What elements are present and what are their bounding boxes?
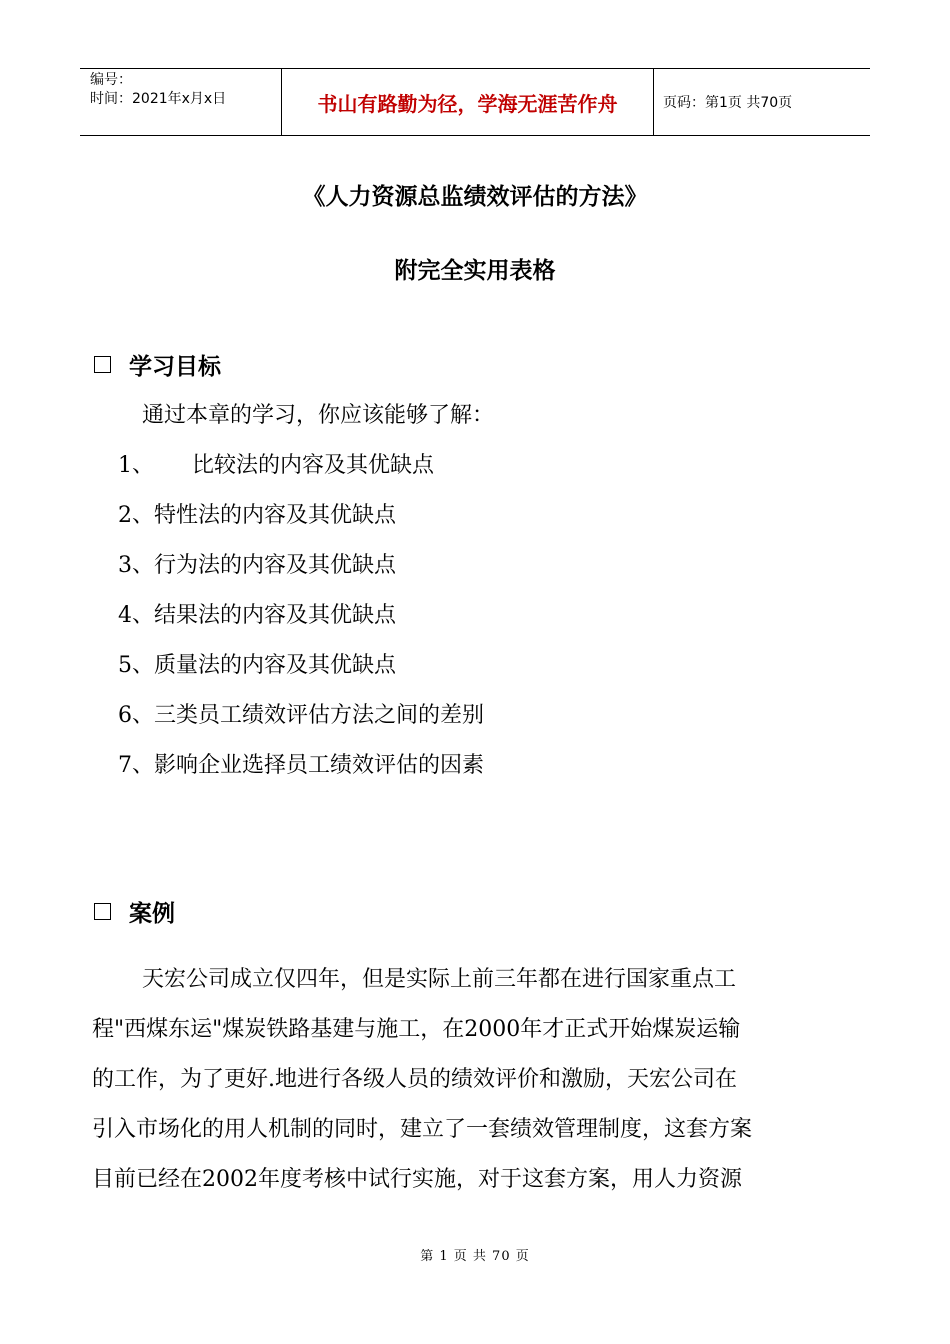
- list-item-text: 比较法的内容及其优缺点: [192, 453, 435, 478]
- case-line: 目前已经在2002年度考核中试行实施，对于这套方案，用人力资源: [92, 1167, 742, 1192]
- header-meta: [80, 69, 281, 135]
- page-footer: 第 1 页 共 70 页: [420, 1249, 530, 1264]
- case-line: 天宏公司成立仅四年，但是实际上前三年都在进行国家重点工: [142, 967, 737, 992]
- objectives-heading: [94, 348, 221, 381]
- list-item-text: 特性法的内容及其优缺点: [154, 503, 397, 528]
- time-label: 时间：2021年x月x日: [90, 91, 227, 107]
- header-page-info: 页码：第1页 共70页: [663, 95, 793, 111]
- objectives-intro: 通过本章的学习，你应该能够了解：: [142, 403, 495, 428]
- list-item-text: 影响企业选择员工绩效评估的因素: [154, 753, 485, 778]
- page-header: [80, 68, 870, 136]
- list-item-number: 2、: [118, 503, 154, 528]
- case-line: 引入市场化的用人机制的同时，建立了一套绩效管理制度，这套方案: [92, 1117, 753, 1142]
- list-item: [118, 648, 396, 679]
- list-item-text: 行为法的内容及其优缺点: [154, 553, 397, 578]
- case-heading-text: 案例: [129, 901, 175, 927]
- list-item-text: 质量法的内容及其优缺点: [154, 653, 397, 678]
- case-line: 的工作，为了更好.地进行各级人员的绩效评价和激励，天宏公司在: [92, 1067, 737, 1092]
- list-item: [118, 448, 434, 479]
- list-item: [118, 748, 484, 779]
- number-label: 编号：: [90, 72, 132, 88]
- list-item: [118, 598, 396, 629]
- objectives-heading-text: 学习目标: [129, 354, 221, 380]
- header-motto-cell: [281, 69, 654, 135]
- list-item-number: 7、: [118, 753, 154, 778]
- list-item-number: 1、: [118, 453, 154, 478]
- list-item-number: 4、: [118, 603, 154, 628]
- document-title: 《人力资源总监绩效评估的方法》: [302, 184, 648, 210]
- case-line: 程"西煤东运"煤炭铁路基建与施工，在2000年才正式开始煤炭运输: [92, 1017, 741, 1042]
- list-item: [118, 498, 396, 529]
- list-item-number: 3、: [118, 553, 154, 578]
- list-item-number: 6、: [118, 703, 154, 728]
- document-subtitle: 附完全实用表格: [394, 258, 556, 284]
- list-item-text: 三类员工绩效评估方法之间的差别: [154, 703, 485, 728]
- header-motto: 书山有路勤为径，学海无涯苦作舟: [317, 91, 618, 116]
- checkbox-icon: [94, 356, 111, 373]
- case-heading: [94, 895, 175, 928]
- checkbox-icon: [94, 903, 111, 920]
- list-item: [118, 548, 396, 579]
- list-item-number: 5、: [118, 653, 154, 678]
- list-item-text: 结果法的内容及其优缺点: [154, 603, 397, 628]
- case-paragraph: [92, 955, 862, 1205]
- list-item: [118, 698, 484, 729]
